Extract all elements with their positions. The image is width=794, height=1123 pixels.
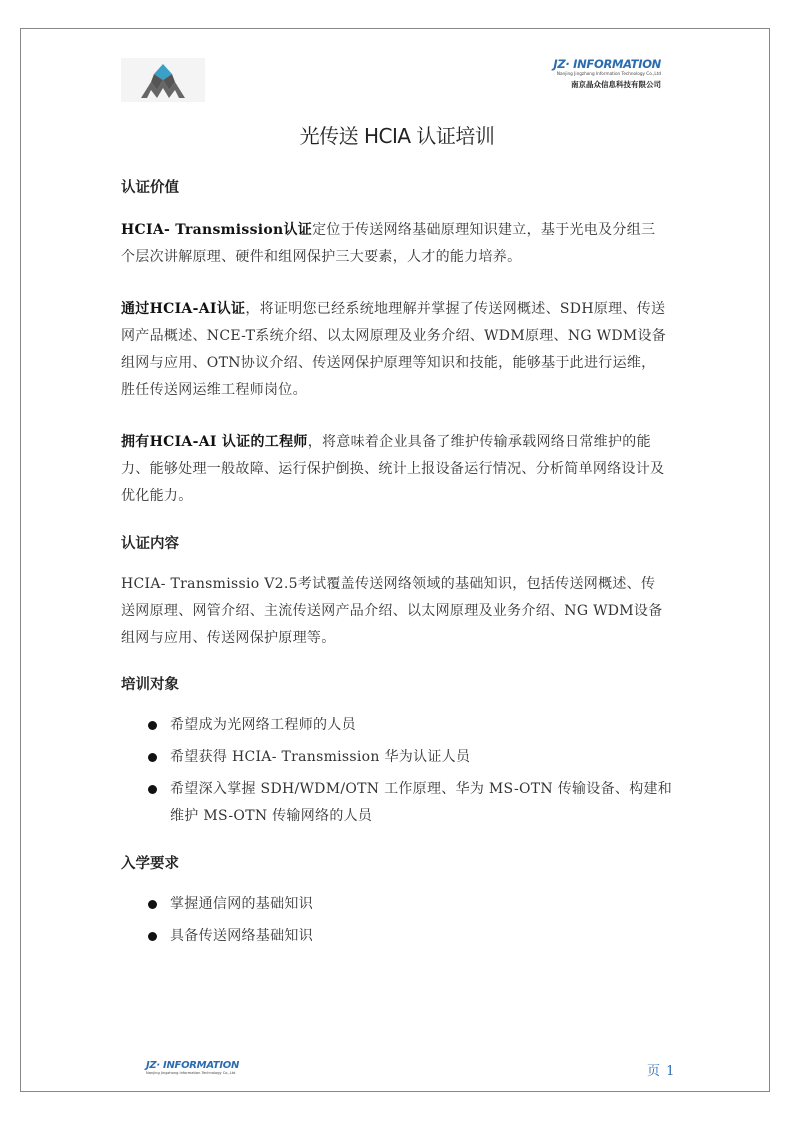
paragraph-value-3 bbox=[121, 429, 669, 510]
paragraph-text: 定位于传送网络基础原理知识建立，基于光电及分组三个层次讲解原理、硬件和组网保护三大要素，人才的能力培养。 bbox=[121, 222, 656, 265]
page-number: 页 1 bbox=[647, 1064, 676, 1079]
paragraph-bold-lead: 通过HCIA-AI认证 bbox=[121, 301, 246, 317]
brand-subtitle: Nanjing Jingzhong Information Technology Co.,Ltd bbox=[556, 71, 661, 76]
paragraph-text: ，将意味着企业具备了维护传输承载网络日常维护的能力、能够处理一般故障、运行保护倒换、统计上报设备运行情况、分析简单网络设计及优化能力。 bbox=[121, 434, 665, 504]
footer-brand-subtitle: Nanjing Jingzhong Information Technology Co.,Ltd bbox=[146, 1071, 236, 1075]
requirements-list bbox=[148, 891, 678, 955]
paragraph-value-2 bbox=[121, 296, 669, 404]
brand-chinese-name: 南京晶众信息科技有限公司 bbox=[571, 80, 661, 89]
bullet-icon bbox=[148, 900, 157, 909]
paragraph-bold-lead: HCIA- Transmission认证 bbox=[121, 222, 313, 238]
brand-block bbox=[553, 58, 661, 91]
bullet-icon bbox=[148, 785, 157, 794]
bullet-icon bbox=[148, 932, 157, 941]
section-heading-content: 认证内容 bbox=[121, 536, 179, 552]
list-item: 希望成为光网络工程师的人员 bbox=[148, 712, 678, 739]
list-item: 具备传送网络基础知识 bbox=[148, 923, 678, 950]
footer-brand-name: JZ· INFORMATION bbox=[146, 1060, 240, 1071]
audience-list bbox=[148, 712, 678, 835]
list-item: 希望获得 HCIA- Transmission 华为认证人员 bbox=[148, 744, 678, 771]
section-heading-audience: 培训对象 bbox=[121, 677, 179, 693]
section-heading-requirements: 入学要求 bbox=[121, 856, 179, 872]
paragraph-content: HCIA- Transmissio V2.5考试覆盖传送网络领域的基础知识，包括传送网概述、传送网原理、网管介绍、主流传送网产品介绍、以太网原理及业务介绍、NG WDM设备组网与应用、传送网保护原理等。 bbox=[121, 576, 663, 646]
paragraph-bold-lead: 拥有HCIA-AI 认证的工程师 bbox=[121, 434, 308, 450]
paragraph-value-1 bbox=[121, 217, 669, 271]
brand-name: JZ· INFORMATION bbox=[553, 57, 661, 71]
list-item: 掌握通信网的基础知识 bbox=[148, 891, 678, 918]
page-title: 光传送 HCIA 认证培训 bbox=[299, 124, 495, 148]
bullet-icon bbox=[148, 721, 157, 730]
section-heading-value: 认证价值 bbox=[121, 180, 179, 196]
paragraph-text: ，将证明您已经系统地理解并掌握了传送网概述、SDH原理、传送网产品概述、NCE-T系统介绍、以太网原理及业务介绍、WDM原理、NG WDM设备组网与应用、OTN协议介绍、传送网保护原理等知识和技能，能够基于此进行运维，胜任传送网运维工程师岗位。 bbox=[121, 301, 667, 398]
list-item: 希望深入掌握 SDH/WDM/OTN 工作原理、华为 MS-OTN 传输设备、构建和维护 MS-OTN 传输网络的人员 bbox=[148, 776, 678, 830]
company-logo-icon bbox=[121, 58, 205, 102]
footer-brand bbox=[146, 1060, 239, 1076]
bullet-icon bbox=[148, 753, 157, 762]
